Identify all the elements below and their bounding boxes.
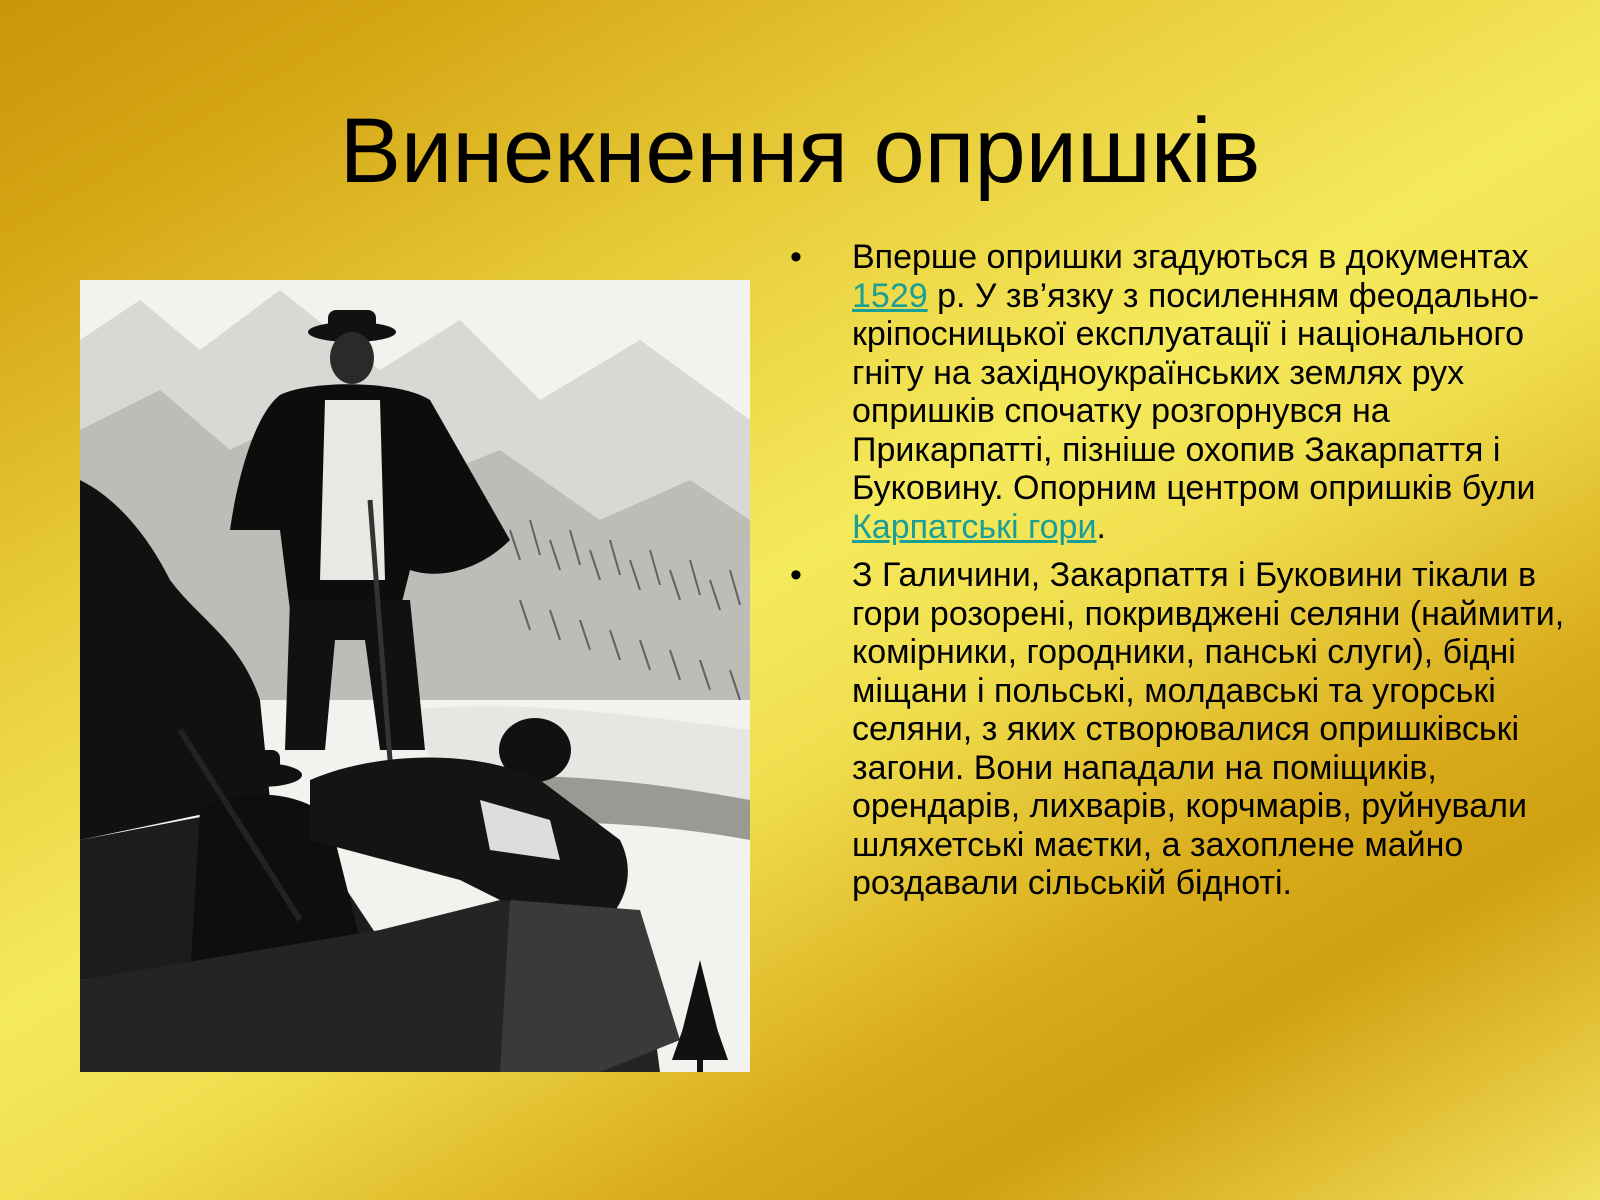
opryshky-illustration: [80, 280, 750, 1072]
bullet-item-2: [790, 556, 1580, 903]
bullet-1-text-part-1: Вперше опришки згадуються в документах: [852, 238, 1529, 276]
bullet-item-1: [790, 238, 1580, 546]
bullet-marker: •: [790, 556, 802, 594]
slide-title: Винекнення опришків: [339, 100, 1261, 202]
drawing-icon: [80, 280, 750, 1072]
bullet-marker: •: [790, 238, 802, 276]
year-1529-link[interactable]: 1529: [852, 276, 928, 315]
bullet-1-text-part-3: .: [1096, 507, 1106, 546]
bullet-list: [790, 238, 1580, 913]
bullet-1-text-part-2: р. У зв’язку з посиленням феодально-кріпосницької експлуатації і національного гніту на західноукраїнських землях рух опришків спочатку розгорнувся на Прикарпатті, пізніше охопив Закарпаття і Буковину. Опорним центром опришків були: [852, 276, 1540, 507]
bullet-2-text: З Галичини, Закарпаття і Буковини тікали в гори розорені, покривджені селяни (наймити, комірники, городники, панські слуги), бідні міщани і польські, молдавські та угорські селяни, з яких створювалися опришківські загони. Вони нападали на поміщиків, орендарів, лихварів, корчмарів, руйнували шляхетські маєтки, а захоплене майно роздавали сільській бідноті.: [852, 556, 1565, 902]
carpathian-mountains-link[interactable]: Карпатські гори: [852, 507, 1097, 546]
